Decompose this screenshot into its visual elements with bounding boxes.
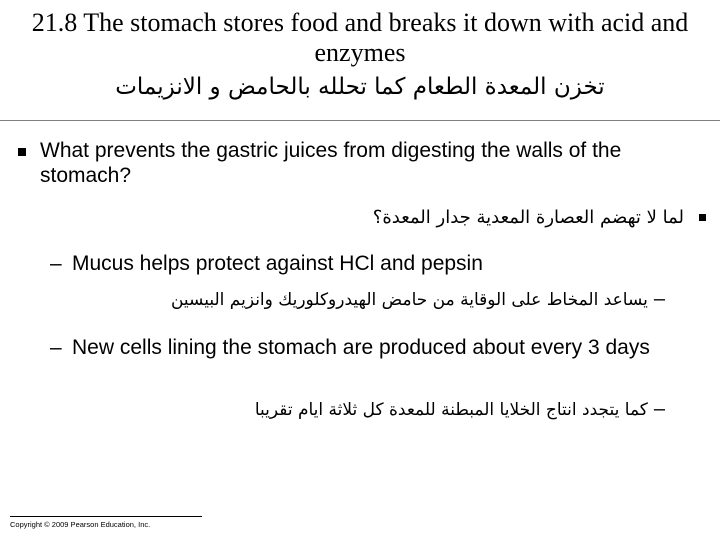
dash-icon: –: [653, 398, 665, 420]
bullet-question-arabic-text: لما لا تهضم العصارة المعدية جدار المعدة؟: [372, 207, 684, 228]
bullet-question-arabic: [16, 206, 706, 230]
sub-point-mucus-arabic: [65, 288, 665, 312]
title-arabic: تخزن المعدة الطعام كما تحلله بالحامض و الانزيمات: [115, 74, 605, 100]
sub-point-new-cells-text: New cells lining the stomach are produced about every 3 days: [72, 336, 650, 359]
sub-point-mucus: [50, 251, 690, 276]
sub-point-new-cells-arabic: [65, 398, 665, 422]
square-bullet-icon: [699, 214, 706, 221]
dash-icon: –: [50, 336, 62, 359]
slide-title: [0, 8, 720, 102]
title-english: 21.8 The stomach stores food and breaks it down with acid and enzymes: [31, 8, 689, 67]
sub-point-new-cells-arabic-text: كما يتجدد انتاج الخلايا المبطنة للمعدة كل ثلاثة ايام تقريبا: [254, 400, 648, 420]
dash-icon: –: [50, 252, 62, 275]
bullet-question: [18, 138, 698, 188]
square-bullet-icon: [18, 148, 26, 156]
footer-divider: [10, 516, 202, 517]
title-divider: [0, 120, 720, 121]
sub-point-mucus-text: Mucus helps protect against HCl and pepsin: [72, 252, 483, 275]
dash-icon: –: [653, 288, 665, 310]
sub-point-new-cells: [50, 335, 690, 360]
copyright-notice: Copyright © 2009 Pearson Education, Inc.: [10, 520, 151, 529]
sub-point-mucus-arabic-text: يساعد المخاط على الوقاية من حامض الهيدروكلوريك وانزيم البيسين: [170, 290, 648, 310]
bullet-question-text: What prevents the gastric juices from digesting the walls of the stomach?: [40, 139, 622, 187]
